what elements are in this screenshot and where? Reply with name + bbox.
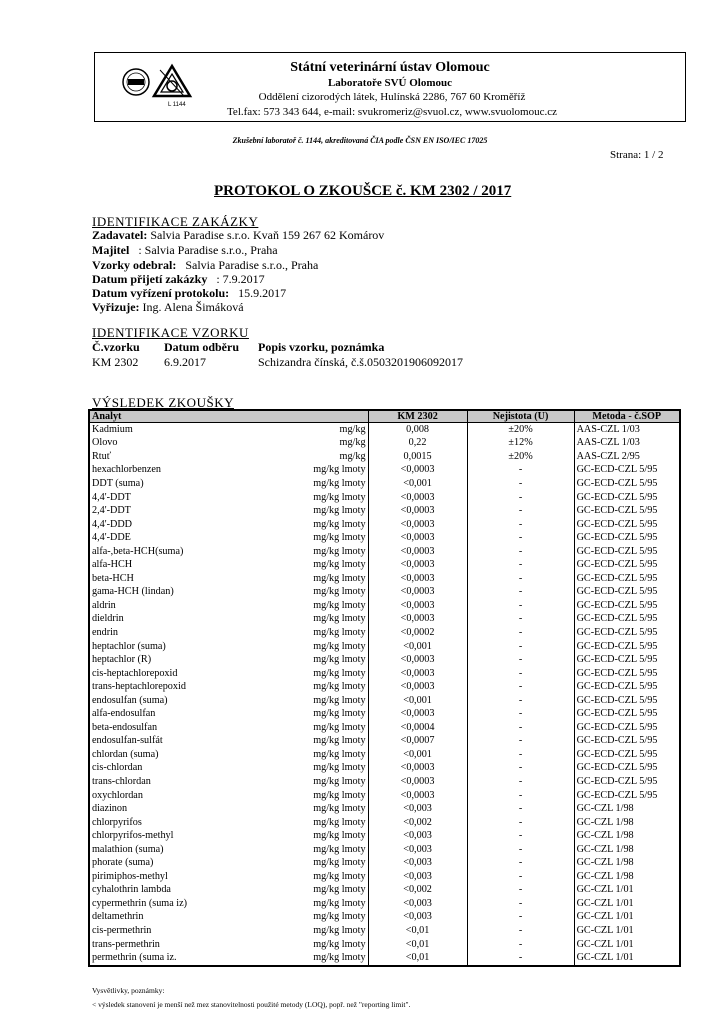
analyte-uncertainty: - bbox=[467, 951, 574, 966]
analyte-uncertainty: - bbox=[467, 694, 574, 708]
analyte-method: AAS-CZL 2/95 bbox=[574, 450, 680, 464]
analyte-method: GC-ECD-CZL 5/95 bbox=[574, 491, 680, 505]
table-row bbox=[89, 450, 680, 464]
received-line: Datum přijetí zakázky : 7.9.2017 bbox=[92, 272, 265, 286]
analyte-value: <0,003 bbox=[368, 897, 467, 911]
analyte-name: aldrin bbox=[89, 599, 267, 613]
analyte-name: alfa-HCH bbox=[89, 558, 267, 572]
table-row bbox=[89, 721, 680, 735]
analyte-name: Kadmium bbox=[89, 423, 267, 437]
analyte-value: <0,0003 bbox=[368, 545, 467, 559]
analyte-unit: mg/kg lmoty bbox=[267, 884, 368, 898]
analyte-name: DDT (suma) bbox=[89, 477, 267, 491]
analyte-unit: mg/kg lmoty bbox=[267, 735, 368, 749]
analyte-unit: mg/kg lmoty bbox=[267, 626, 368, 640]
sampler-line: Vzorky odebral: Salvia Paradise s.r.o., Praha bbox=[92, 258, 319, 272]
analyte-uncertainty: - bbox=[467, 477, 574, 491]
analyte-value: <0,0003 bbox=[368, 572, 467, 586]
analyte-value: <0,001 bbox=[368, 640, 467, 654]
analyte-method: GC-ECD-CZL 5/95 bbox=[574, 626, 680, 640]
table-row bbox=[89, 762, 680, 776]
analyte-uncertainty: - bbox=[467, 911, 574, 925]
analyte-name: malathion (suma) bbox=[89, 843, 267, 857]
analyte-value: <0,0003 bbox=[368, 531, 467, 545]
address: Oddělení cizorodých látek, Hulínská 2286, 767 60 Kroměříž bbox=[258, 91, 526, 103]
col-uncert: Nejistota (U) bbox=[467, 410, 574, 423]
analyte-uncertainty: - bbox=[467, 802, 574, 816]
analyte-unit: mg/kg lmoty bbox=[267, 829, 368, 843]
analyte-value: <0,01 bbox=[368, 924, 467, 938]
analyte-uncertainty: - bbox=[467, 884, 574, 898]
analyte-unit: mg/kg lmoty bbox=[267, 667, 368, 681]
analyte-method: GC-CZL 1/01 bbox=[574, 884, 680, 898]
analyte-unit: mg/kg lmoty bbox=[267, 816, 368, 830]
analyte-name: cis-chlordan bbox=[89, 762, 267, 776]
analyte-uncertainty: - bbox=[467, 599, 574, 613]
analyte-name: 4,4'-DDT bbox=[89, 491, 267, 505]
analyte-method: AAS-CZL 1/03 bbox=[574, 423, 680, 437]
table-row bbox=[89, 951, 680, 966]
analyte-unit: mg/kg lmoty bbox=[267, 938, 368, 952]
table-row bbox=[89, 531, 680, 545]
analyte-method: GC-ECD-CZL 5/95 bbox=[574, 504, 680, 518]
analyte-method: GC-ECD-CZL 5/95 bbox=[574, 518, 680, 532]
analyte-method: GC-CZL 1/01 bbox=[574, 938, 680, 952]
analyte-method: GC-ECD-CZL 5/95 bbox=[574, 464, 680, 478]
analyte-method: GC-ECD-CZL 5/95 bbox=[574, 707, 680, 721]
table-row bbox=[89, 938, 680, 952]
analyte-name: beta-endosulfan bbox=[89, 721, 267, 735]
table-row bbox=[89, 558, 680, 572]
analyte-value: <0,001 bbox=[368, 694, 467, 708]
table-row bbox=[89, 653, 680, 667]
analyte-uncertainty: - bbox=[467, 680, 574, 694]
analyte-value: <0,0003 bbox=[368, 762, 467, 776]
analyte-unit: mg/kg lmoty bbox=[267, 721, 368, 735]
analyte-name: heptachlor (R) bbox=[89, 653, 267, 667]
analyte-method: GC-ECD-CZL 5/95 bbox=[574, 545, 680, 559]
analyte-name: chlorpyrifos bbox=[89, 816, 267, 830]
table-row bbox=[89, 924, 680, 938]
analyte-unit: mg/kg lmoty bbox=[267, 586, 368, 600]
analyte-name: dieldrin bbox=[89, 613, 267, 627]
analyte-name: chlorpyrifos-methyl bbox=[89, 829, 267, 843]
analyte-method: GC-ECD-CZL 5/95 bbox=[574, 531, 680, 545]
analyte-value: <0,0002 bbox=[368, 626, 467, 640]
analyte-uncertainty: - bbox=[467, 924, 574, 938]
analyte-name: 4,4'-DDD bbox=[89, 518, 267, 532]
analyte-name: endosulfan (suma) bbox=[89, 694, 267, 708]
sample-no: KM 2302 bbox=[92, 355, 139, 369]
analyte-value: <0,0003 bbox=[368, 613, 467, 627]
analyte-name: cyhalothrin lambda bbox=[89, 884, 267, 898]
analyte-value: 0,0015 bbox=[368, 450, 467, 464]
analyte-uncertainty: - bbox=[467, 491, 574, 505]
results-table bbox=[88, 409, 681, 967]
analyte-unit: mg/kg lmoty bbox=[267, 748, 368, 762]
analyte-uncertainty: - bbox=[467, 558, 574, 572]
analyte-name: cis-heptachlorepoxid bbox=[89, 667, 267, 681]
analyte-uncertainty: - bbox=[467, 613, 574, 627]
analyte-name: endrin bbox=[89, 626, 267, 640]
results-header-row bbox=[89, 410, 680, 423]
analyte-method: GC-ECD-CZL 5/95 bbox=[574, 558, 680, 572]
table-row bbox=[89, 897, 680, 911]
analyte-method: GC-CZL 1/98 bbox=[574, 802, 680, 816]
analyte-value: <0,01 bbox=[368, 938, 467, 952]
analyte-method: GC-CZL 1/01 bbox=[574, 924, 680, 938]
analyte-unit: mg/kg lmoty bbox=[267, 802, 368, 816]
table-row bbox=[89, 816, 680, 830]
analyte-unit: mg/kg lmoty bbox=[267, 477, 368, 491]
analyte-uncertainty: - bbox=[467, 721, 574, 735]
analyte-value: 0,008 bbox=[368, 423, 467, 437]
table-row bbox=[89, 748, 680, 762]
logo-label: L 1144 bbox=[168, 102, 186, 108]
analyte-name: permethrin (suma iz. bbox=[89, 951, 267, 966]
analyte-uncertainty: - bbox=[467, 504, 574, 518]
col-value: KM 2302 bbox=[368, 410, 467, 423]
analyte-name: endosulfan-sulfát bbox=[89, 735, 267, 749]
analyte-name: 4,4'-DDE bbox=[89, 531, 267, 545]
analyte-name: Olovo bbox=[89, 437, 267, 451]
analyte-unit: mg/kg lmoty bbox=[267, 504, 368, 518]
analyte-name: pirimiphos-methyl bbox=[89, 870, 267, 884]
analyte-method: GC-CZL 1/01 bbox=[574, 897, 680, 911]
table-row bbox=[89, 613, 680, 627]
analyte-value: 0,22 bbox=[368, 437, 467, 451]
analyte-uncertainty: - bbox=[467, 707, 574, 721]
analyte-name: alfa-,beta-HCH(suma) bbox=[89, 545, 267, 559]
analyte-name: heptachlor (suma) bbox=[89, 640, 267, 654]
analyte-unit: mg/kg lmoty bbox=[267, 613, 368, 627]
table-row bbox=[89, 735, 680, 749]
analyte-method: GC-ECD-CZL 5/95 bbox=[574, 613, 680, 627]
analyte-uncertainty: - bbox=[467, 667, 574, 681]
analyte-value: <0,0003 bbox=[368, 680, 467, 694]
analyte-unit: mg/kg lmoty bbox=[267, 558, 368, 572]
analyte-uncertainty: - bbox=[467, 531, 574, 545]
analyte-method: GC-ECD-CZL 5/95 bbox=[574, 735, 680, 749]
sample-date: 6.9.2017 bbox=[164, 355, 206, 369]
table-row bbox=[89, 477, 680, 491]
analyte-name: trans-heptachlorepoxid bbox=[89, 680, 267, 694]
analyte-unit: mg/kg lmoty bbox=[267, 870, 368, 884]
table-row bbox=[89, 586, 680, 600]
table-row bbox=[89, 911, 680, 925]
analyte-value: <0,0003 bbox=[368, 464, 467, 478]
analyte-unit: mg/kg lmoty bbox=[267, 762, 368, 776]
analyte-unit: mg/kg bbox=[267, 437, 368, 451]
analyte-method: GC-CZL 1/98 bbox=[574, 843, 680, 857]
analyte-name: cypermethrin (suma iz) bbox=[89, 897, 267, 911]
analyte-uncertainty: - bbox=[467, 572, 574, 586]
analyte-unit: mg/kg lmoty bbox=[267, 924, 368, 938]
table-row bbox=[89, 870, 680, 884]
analyte-value: <0,0003 bbox=[368, 789, 467, 803]
analyte-uncertainty: - bbox=[467, 762, 574, 776]
col-method: Metoda - č.SOP bbox=[574, 410, 680, 423]
analyte-uncertainty: - bbox=[467, 518, 574, 532]
analyte-value: <0,01 bbox=[368, 951, 467, 966]
analyte-method: GC-ECD-CZL 5/95 bbox=[574, 775, 680, 789]
table-row bbox=[89, 518, 680, 532]
analyte-method: GC-ECD-CZL 5/95 bbox=[574, 762, 680, 776]
analyte-uncertainty: - bbox=[467, 789, 574, 803]
table-row bbox=[89, 437, 680, 451]
analyte-value: <0,0003 bbox=[368, 599, 467, 613]
analyte-value: <0,0003 bbox=[368, 518, 467, 532]
analyte-value: <0,0003 bbox=[368, 586, 467, 600]
analyte-value: <0,003 bbox=[368, 857, 467, 871]
contact: Tel.fax: 573 343 644, e-mail: svukromeriz@svuol.cz, www.svuolomouc.cz bbox=[226, 106, 558, 118]
analyte-name: phorate (suma) bbox=[89, 857, 267, 871]
analyte-uncertainty: - bbox=[467, 775, 574, 789]
analyte-method: AAS-CZL 1/03 bbox=[574, 437, 680, 451]
analyte-method: GC-ECD-CZL 5/95 bbox=[574, 694, 680, 708]
analyte-uncertainty: - bbox=[467, 748, 574, 762]
analyte-unit: mg/kg lmoty bbox=[267, 843, 368, 857]
analyte-uncertainty: - bbox=[467, 829, 574, 843]
analyte-value: <0,0003 bbox=[368, 667, 467, 681]
analyte-method: GC-ECD-CZL 5/95 bbox=[574, 667, 680, 681]
analyte-unit: mg/kg lmoty bbox=[267, 951, 368, 966]
sample-desc: Schizandra čínská, č.š.0503201906092017 bbox=[258, 355, 463, 369]
analyte-name: deltamethrin bbox=[89, 911, 267, 925]
analyte-uncertainty: - bbox=[467, 464, 574, 478]
analyte-value: <0,0003 bbox=[368, 558, 467, 572]
sample-col-no: Č.vzorku bbox=[92, 340, 140, 354]
analyte-value: <0,001 bbox=[368, 748, 467, 762]
analyte-method: GC-CZL 1/98 bbox=[574, 816, 680, 830]
col-analyte: Analyt bbox=[89, 410, 368, 423]
analyte-name: beta-HCH bbox=[89, 572, 267, 586]
analyte-name: trans-chlordan bbox=[89, 775, 267, 789]
table-row bbox=[89, 464, 680, 478]
analyte-value: <0,0003 bbox=[368, 504, 467, 518]
analyte-value: <0,003 bbox=[368, 802, 467, 816]
analyte-name: diazinon bbox=[89, 802, 267, 816]
analyte-unit: mg/kg bbox=[267, 423, 368, 437]
analyte-unit: mg/kg lmoty bbox=[267, 599, 368, 613]
handled-line: Vyřizuje: Ing. Alena Šimáková bbox=[92, 300, 244, 314]
analyte-value: <0,0004 bbox=[368, 721, 467, 735]
analyte-method: GC-CZL 1/01 bbox=[574, 911, 680, 925]
analyte-unit: mg/kg bbox=[267, 450, 368, 464]
completed-line: Datum vyřízení protokolu: 15.9.2017 bbox=[92, 286, 287, 300]
analyte-uncertainty: ±12% bbox=[467, 437, 574, 451]
analyte-method: GC-CZL 1/98 bbox=[574, 829, 680, 843]
analyte-method: GC-ECD-CZL 5/95 bbox=[574, 586, 680, 600]
analyte-value: <0,001 bbox=[368, 477, 467, 491]
note-loq: < výsledek stanovení je menší než mez stanovitelnosti použité metody (LOQ), popř. než "reporting limit". bbox=[92, 1000, 411, 1009]
analyte-unit: mg/kg lmoty bbox=[267, 680, 368, 694]
analyte-name: 2,4'-DDT bbox=[89, 504, 267, 518]
analyte-method: GC-ECD-CZL 5/95 bbox=[574, 789, 680, 803]
accreditation: Zkušební laboratoř č. 1144, akreditovaná ČIA podle ČSN EN ISO/IEC 17025 bbox=[232, 136, 488, 145]
analyte-method: GC-ECD-CZL 5/95 bbox=[574, 572, 680, 586]
table-row bbox=[89, 640, 680, 654]
analyte-uncertainty: - bbox=[467, 653, 574, 667]
analyte-method: GC-ECD-CZL 5/95 bbox=[574, 477, 680, 491]
analyte-method: GC-ECD-CZL 5/95 bbox=[574, 680, 680, 694]
analyte-name: trans-permethrin bbox=[89, 938, 267, 952]
table-row bbox=[89, 572, 680, 586]
table-row bbox=[89, 667, 680, 681]
analyte-unit: mg/kg lmoty bbox=[267, 694, 368, 708]
analyte-name: oxychlordan bbox=[89, 789, 267, 803]
analyte-value: <0,0003 bbox=[368, 491, 467, 505]
analyte-uncertainty: - bbox=[467, 938, 574, 952]
table-row bbox=[89, 680, 680, 694]
analyte-unit: mg/kg lmoty bbox=[267, 464, 368, 478]
analyte-uncertainty: - bbox=[467, 586, 574, 600]
analyte-method: GC-CZL 1/98 bbox=[574, 857, 680, 871]
analyte-uncertainty: - bbox=[467, 816, 574, 830]
analyte-unit: mg/kg lmoty bbox=[267, 911, 368, 925]
results-heading: VÝSLEDEK ZKOUŠKY bbox=[92, 395, 234, 410]
analyte-name: cis-permethrin bbox=[89, 924, 267, 938]
institute-name: Státní veterinární ústav Olomouc bbox=[290, 60, 490, 75]
analyte-unit: mg/kg lmoty bbox=[267, 775, 368, 789]
owner-line: Majitel : Salvia Paradise s.r.o., Praha bbox=[92, 243, 278, 257]
sample-col-desc: Popis vzorku, poznámka bbox=[258, 340, 385, 354]
analyte-name: gama-HCH (lindan) bbox=[89, 586, 267, 600]
analyte-unit: mg/kg lmoty bbox=[267, 572, 368, 586]
analyte-method: GC-ECD-CZL 5/95 bbox=[574, 721, 680, 735]
analyte-unit: mg/kg lmoty bbox=[267, 491, 368, 505]
analyte-method: GC-ECD-CZL 5/95 bbox=[574, 599, 680, 613]
analyte-method: GC-CZL 1/98 bbox=[574, 870, 680, 884]
protocol-title: PROTOKOL O ZKOUŠCE č. KM 2302 / 2017 bbox=[214, 183, 512, 199]
notes-label: Vysvětlivky, poznámky: bbox=[92, 986, 165, 995]
analyte-uncertainty: - bbox=[467, 640, 574, 654]
table-row bbox=[89, 884, 680, 898]
analyte-uncertainty: - bbox=[467, 897, 574, 911]
analyte-value: <0,002 bbox=[368, 884, 467, 898]
table-row bbox=[89, 789, 680, 803]
table-row bbox=[89, 545, 680, 559]
analyte-name: Rtuť bbox=[89, 450, 267, 464]
sample-heading: IDENTIFIKACE VZORKU bbox=[92, 325, 249, 340]
analyte-method: GC-ECD-CZL 5/95 bbox=[574, 653, 680, 667]
analyte-uncertainty: - bbox=[467, 870, 574, 884]
table-row bbox=[89, 802, 680, 816]
table-row bbox=[89, 626, 680, 640]
analyte-unit: mg/kg lmoty bbox=[267, 640, 368, 654]
table-row bbox=[89, 491, 680, 505]
table-row bbox=[89, 829, 680, 843]
analyte-name: hexachlorbenzen bbox=[89, 464, 267, 478]
table-row bbox=[89, 599, 680, 613]
analyte-uncertainty: - bbox=[467, 735, 574, 749]
institute-logo bbox=[120, 62, 204, 108]
analyte-uncertainty: - bbox=[467, 626, 574, 640]
analyte-uncertainty: ±20% bbox=[467, 450, 574, 464]
results-body bbox=[89, 423, 680, 966]
analyte-uncertainty: - bbox=[467, 545, 574, 559]
table-row bbox=[89, 707, 680, 721]
table-row bbox=[89, 775, 680, 789]
analyte-method: GC-ECD-CZL 5/95 bbox=[574, 640, 680, 654]
table-row bbox=[89, 423, 680, 437]
analyte-unit: mg/kg lmoty bbox=[267, 707, 368, 721]
client-line: Zadavatel: Salvia Paradise s.r.o. Kvaň 159 267 62 Komárov bbox=[92, 228, 385, 242]
analyte-method: GC-CZL 1/01 bbox=[574, 951, 680, 966]
analyte-value: <0,003 bbox=[368, 870, 467, 884]
analyte-value: <0,0003 bbox=[368, 707, 467, 721]
table-row bbox=[89, 843, 680, 857]
analyte-unit: mg/kg lmoty bbox=[267, 653, 368, 667]
order-heading: IDENTIFIKACE ZAKÁZKY bbox=[92, 214, 259, 229]
analyte-value: <0,0007 bbox=[368, 735, 467, 749]
analyte-value: <0,002 bbox=[368, 816, 467, 830]
analyte-uncertainty: - bbox=[467, 843, 574, 857]
analyte-method: GC-ECD-CZL 5/95 bbox=[574, 748, 680, 762]
analyte-unit: mg/kg lmoty bbox=[267, 857, 368, 871]
analyte-name: alfa-endosulfan bbox=[89, 707, 267, 721]
lab-name: Laboratoře SVÚ Olomouc bbox=[327, 77, 453, 89]
sample-col-date: Datum odběru bbox=[164, 340, 240, 354]
table-row bbox=[89, 857, 680, 871]
analyte-unit: mg/kg lmoty bbox=[267, 518, 368, 532]
analyte-unit: mg/kg lmoty bbox=[267, 789, 368, 803]
analyte-unit: mg/kg lmoty bbox=[267, 545, 368, 559]
analyte-unit: mg/kg lmoty bbox=[267, 897, 368, 911]
analyte-unit: mg/kg lmoty bbox=[267, 531, 368, 545]
analyte-name: chlordan (suma) bbox=[89, 748, 267, 762]
analyte-value: <0,0003 bbox=[368, 775, 467, 789]
analyte-value: <0,0003 bbox=[368, 653, 467, 667]
analyte-uncertainty: - bbox=[467, 857, 574, 871]
analyte-uncertainty: ±20% bbox=[467, 423, 574, 437]
analyte-value: <0,003 bbox=[368, 911, 467, 925]
analyte-value: <0,003 bbox=[368, 829, 467, 843]
analyte-value: <0,003 bbox=[368, 843, 467, 857]
table-row bbox=[89, 504, 680, 518]
page-number: Strana: 1 / 2 bbox=[610, 149, 664, 161]
table-row bbox=[89, 694, 680, 708]
